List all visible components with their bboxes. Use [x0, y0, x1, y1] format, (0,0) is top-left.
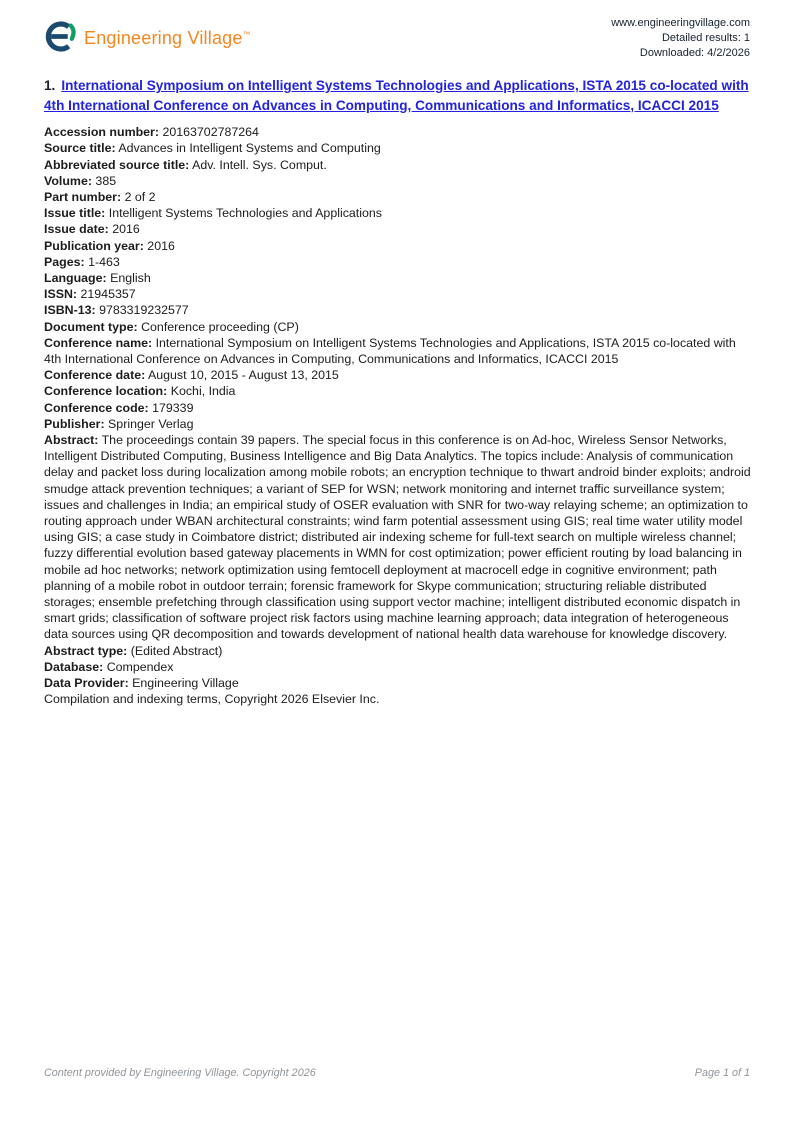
abstract-block	[44, 432, 752, 643]
field-row	[44, 157, 752, 173]
field-row	[44, 254, 752, 270]
record-content	[44, 76, 752, 708]
field-value: Kochi, India	[170, 384, 236, 399]
ei-logo-icon	[40, 18, 77, 55]
field-label: ISBN-13:	[44, 303, 96, 318]
footer-copyright: Content provided by Engineering Village. Copyright 2026	[44, 1067, 316, 1079]
field-value: Intelligent Systems Technologies and Applications	[108, 206, 382, 221]
field-value: 21945357	[80, 287, 136, 302]
field-value: Engineering Village	[132, 676, 239, 691]
compilation-copyright-line: Compilation and indexing terms, Copyright 2026 Elsevier Inc.	[44, 692, 380, 707]
header-meta	[611, 16, 750, 61]
field-label: Database:	[44, 659, 104, 674]
field-label: Publication year:	[44, 238, 144, 253]
header-detailed-results: Detailed results: 1	[661, 32, 750, 44]
field-row	[44, 302, 752, 318]
field-value: Advances in Intelligent Systems and Computing	[118, 141, 381, 156]
field-row	[44, 335, 752, 367]
header-downloaded-date: Downloaded: 4/2/2026	[639, 47, 750, 59]
abstract-text: The proceedings contain 39 papers. The special focus in this conference is on Ad-hoc, Wireless Sensor Networks, Intelligent Distributed Computing, Business Intelligence and Big Data Analytics. The topics include: Analysis of communication delay and packet loss during localization among mobile robots; an encryption technique to thwart android binder exploits; android smudge attack prevention techniques; a variant of SEP for WSN; network monitoring and internet traffic surveillance system; issues and challenges in India; an empirical study of OSER evaluation with SNR for two-way relaying scheme; an optimization to routing approach under WBAN architectural constraints; wind farm potential assessment using GIS; real time water utility model using GIS; a case study in Coimbatore district; distributed air indexing scheme for full-text search on multiple wireless channel; fuzzy differential evolution based gateway placements in WMN for cost optimization; power efficient routing by load balancing in mobile ad hoc networks; network optimization using femtocell deployment at macrocell edge in cognitive environment; path planning of a mobile robot in outdoor terrain; forensic framework for Skype communication; structuring reliable distributed storages; ensemble prefetching through classification using support vector machine; intelligent distributed economic dispatch in smart grids; classification of software project risk factors using machine learning approach; data integration of heterogeneous data sources using QR decomposition and towards development of national health data warehouse for knowledge discovery.	[44, 433, 751, 642]
field-value: August 10, 2015 - August 13, 2015	[147, 368, 339, 383]
field-row	[44, 367, 752, 383]
field-value: Adv. Intell. Sys. Comput.	[192, 157, 327, 172]
field-row	[44, 238, 752, 254]
field-row	[44, 189, 752, 205]
record-title-link[interactable]: International Symposium on Intelligent Systems Technologies and Applications, ISTA 2015 co-located with 4th International Conference on Advances in Computing, Communications and Informatics, ICACCI 2015	[44, 78, 749, 113]
record-index: 1.	[44, 78, 56, 93]
abstract-label: Abstract:	[44, 433, 99, 448]
record-fields	[44, 124, 752, 707]
field-row	[44, 173, 752, 189]
field-value: 1-463	[88, 254, 120, 269]
field-row	[44, 221, 752, 237]
field-label: Part number:	[44, 190, 122, 204]
field-label: Publisher:	[44, 416, 105, 431]
field-label: Conference name:	[44, 335, 153, 350]
field-row	[44, 383, 752, 399]
field-row	[44, 124, 752, 140]
bibliographic-fields	[44, 124, 752, 432]
page-footer	[44, 1067, 750, 1079]
field-value: Compendex	[106, 659, 174, 674]
field-row	[44, 416, 752, 432]
field-row	[44, 140, 752, 156]
field-label: ISSN:	[44, 287, 78, 302]
field-label: Abstract type:	[44, 643, 128, 658]
field-label: Conference code:	[44, 400, 149, 415]
field-row	[44, 286, 752, 302]
footer-page-number: Page 1 of 1	[694, 1067, 750, 1079]
field-row	[44, 675, 752, 691]
field-value: 2016	[147, 238, 175, 253]
engineering-village-logo	[40, 16, 251, 57]
field-label: Conference location:	[44, 384, 168, 399]
field-label: Pages:	[44, 254, 85, 269]
field-row	[44, 270, 752, 286]
field-row	[44, 319, 752, 335]
field-row	[44, 205, 752, 221]
field-value: 179339	[152, 400, 194, 415]
field-value: 385	[95, 173, 117, 188]
field-label: Document type:	[44, 319, 138, 334]
field-value: International Symposium on Intelligent Systems Technologies and Applications, ISTA 2015 co-located with 4th International Conference on Advances in Computing, Communications and Informatics, ICACCI 2015	[44, 335, 736, 367]
post-fields	[44, 643, 752, 692]
field-label: Abbreviated source title:	[44, 157, 190, 172]
field-value: 9783319232577	[99, 303, 189, 318]
page-header	[40, 16, 750, 61]
field-value: Springer Verlag	[108, 416, 194, 431]
field-label: Accession number:	[44, 125, 159, 140]
field-row	[44, 643, 752, 659]
brand-text: Engineering Village™	[84, 28, 251, 48]
field-row	[44, 659, 752, 675]
field-value: Conference proceeding (CP)	[141, 319, 299, 334]
field-label: Volume:	[44, 173, 92, 188]
record-title	[44, 76, 752, 115]
trademark-symbol: ™	[242, 30, 251, 39]
field-value: (Edited Abstract)	[130, 643, 223, 658]
field-row	[44, 400, 752, 416]
field-value: English	[110, 271, 151, 286]
field-label: Source title:	[44, 141, 116, 156]
header-site-url: www.engineeringvillage.com	[611, 17, 750, 29]
field-label: Issue date:	[44, 222, 109, 237]
field-value: 2016	[112, 222, 140, 237]
field-label: Conference date:	[44, 368, 146, 383]
field-value: 20163702787264	[162, 125, 259, 140]
field-label: Issue title:	[44, 206, 106, 221]
field-value: 2 of 2	[124, 190, 156, 204]
field-label: Language:	[44, 271, 107, 286]
field-label: Data Provider:	[44, 676, 129, 691]
